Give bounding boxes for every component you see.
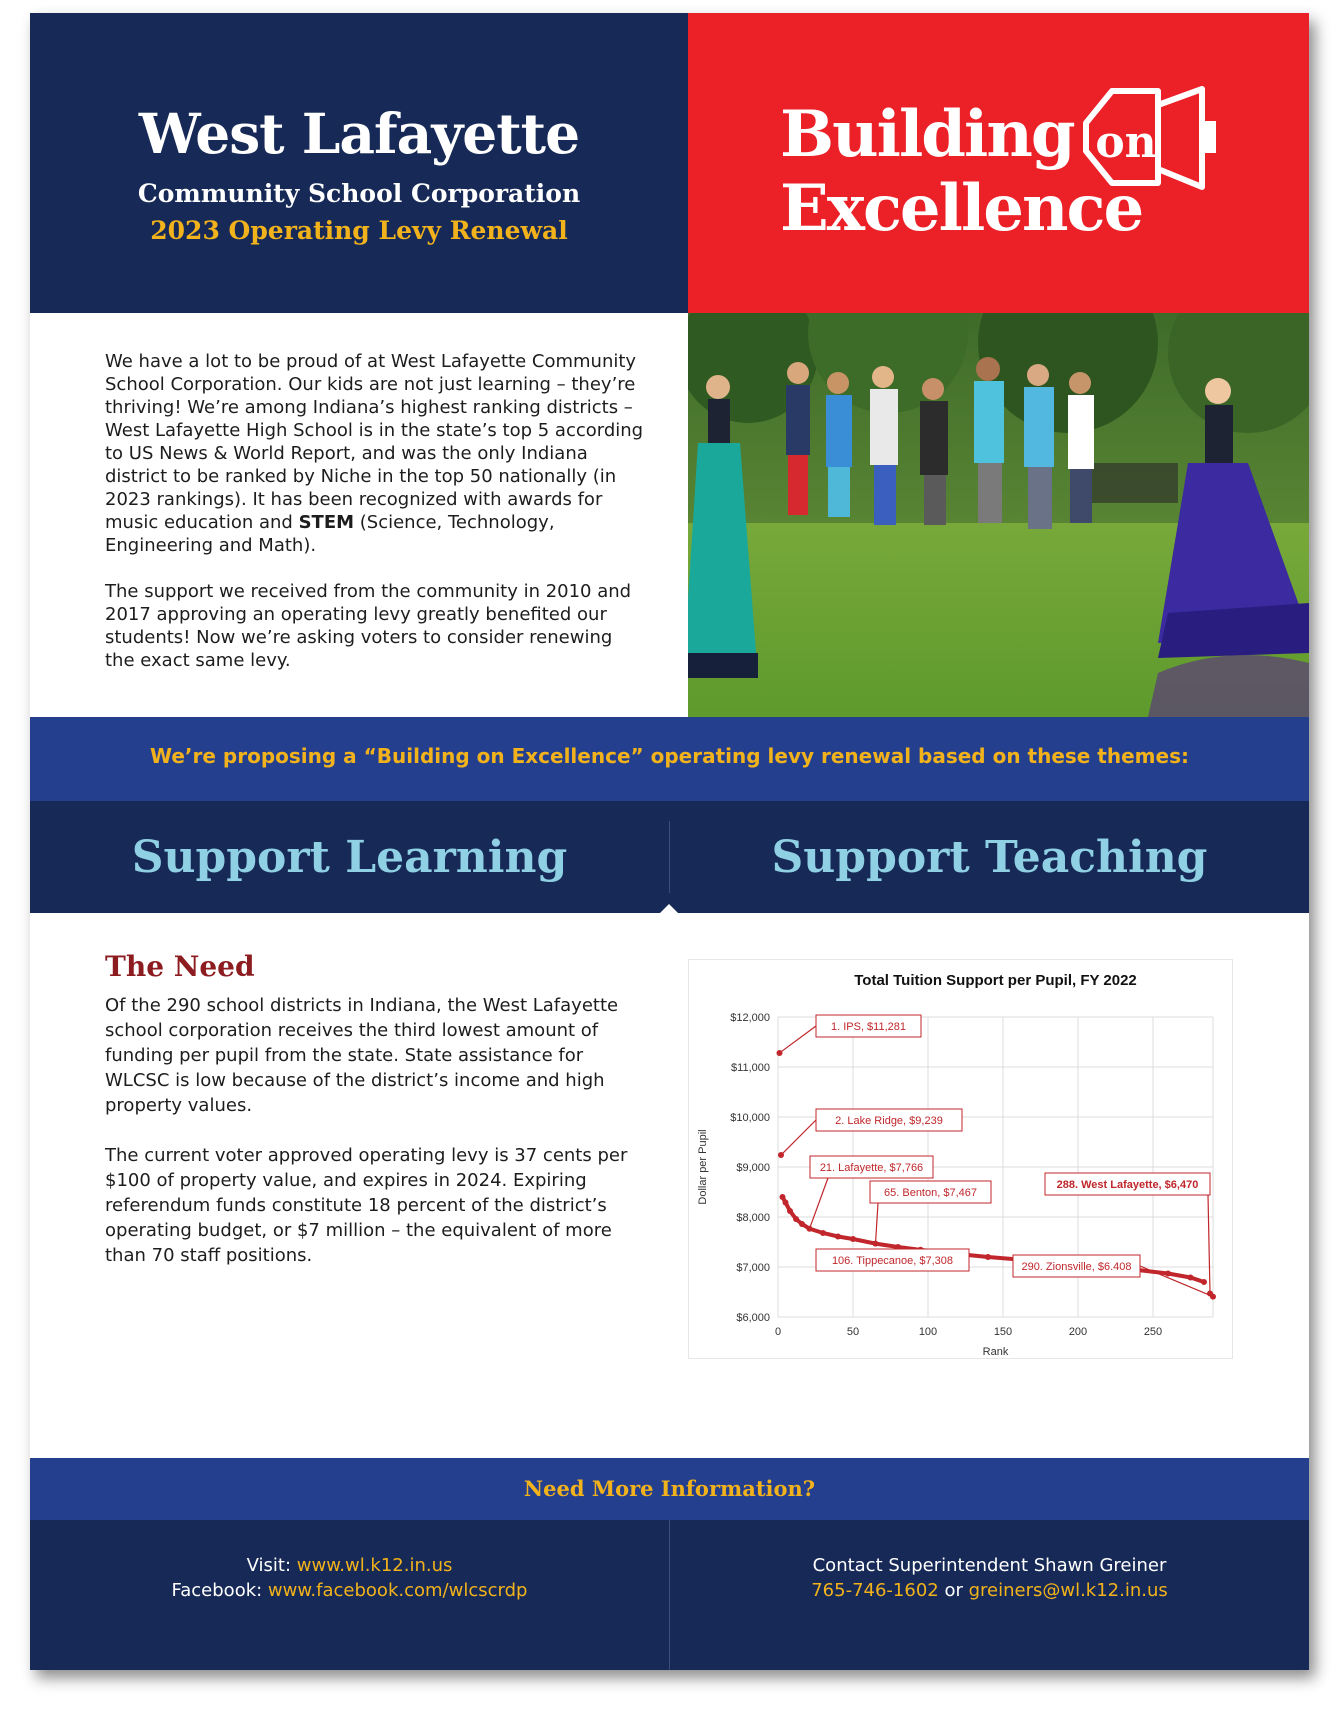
data-point — [1188, 1275, 1194, 1281]
annotation-label: 290. Zionsville, $6.408 — [1021, 1261, 1132, 1273]
facebook-link[interactable]: www.facebook.com/wlcscrdp — [267, 1580, 528, 1601]
brand-line-1: Building — [780, 97, 1074, 172]
header-panel — [30, 13, 688, 313]
footer — [30, 1520, 1309, 1670]
data-point — [793, 1216, 799, 1222]
or-text: or — [938, 1580, 969, 1601]
y-tick-label: $6,000 — [736, 1312, 770, 1324]
chart-title: Total Tuition Support per Pupil, FY 2022 — [854, 972, 1137, 989]
intro-text — [105, 350, 645, 695]
footer-web — [30, 1553, 669, 1603]
y-tick-label: $10,000 — [730, 1112, 770, 1124]
data-point — [1201, 1279, 1207, 1285]
data-point — [799, 1221, 805, 1227]
y-tick-label: $7,000 — [736, 1262, 770, 1274]
need-paragraph-2: The current voter approved operating levy is 37 cents per $100 of property value, and expires in 2024. Expiring referendum funds constitute 18 percent of the district’s operating budget, or $7 million – the equivalent of more than 70 staff positions. — [105, 1145, 628, 1266]
y-tick-label: $8,000 — [736, 1212, 770, 1224]
data-point — [1165, 1271, 1171, 1277]
y-axis-label: Dollar per Pupil — [697, 1129, 709, 1205]
brand-panel — [688, 13, 1309, 313]
visit-label: Visit: — [246, 1555, 297, 1576]
logo-word: on — [1095, 117, 1157, 168]
x-tick-label: 0 — [774, 1326, 782, 1338]
themes-intro: We’re proposing a “Building on Excellence” operating levy renewal based on these themes: — [150, 744, 1189, 768]
theme-support-learning: Support Learning — [131, 831, 568, 883]
brand-line-2: Excellence — [780, 171, 1143, 246]
themes-banner — [30, 717, 1309, 801]
data-point — [780, 1194, 786, 1200]
x-axis-label: Rank — [982, 1346, 1009, 1358]
x-tick-label: 50 — [846, 1326, 860, 1338]
photo-illustration — [688, 313, 1309, 717]
data-point — [787, 1208, 793, 1214]
data-point — [820, 1230, 826, 1236]
info-banner — [30, 1458, 1309, 1520]
district-subtitle: Community School Corporation — [137, 179, 581, 208]
intro-p1-end: (Science, Technology, Engineering and Math). — [105, 512, 555, 556]
data-point — [783, 1200, 789, 1206]
intro-p1-text: We have a lot to be proud of at West Lafayette Community School Corporation. Our kids are not just learning – they’re thriving! We’re among Indiana’s highest ranking districts – West Lafayette High School is in the state’s top 5 according to US News & World Report, and was the only Indiana district to be ranked by Niche in the top 50 nationally (in 2023 rankings). It has been recognized with awards for music education and — [105, 351, 644, 533]
need-heading: The Need — [105, 950, 255, 983]
contact-line: Contact Superintendent Shawn Greiner — [812, 1555, 1167, 1576]
facebook-label: Facebook: — [171, 1580, 268, 1601]
x-tick-label: 150 — [993, 1326, 1013, 1338]
annotation-label: 106. Tippecanoe, $7,308 — [831, 1255, 954, 1267]
x-tick-label: 200 — [1068, 1326, 1088, 1338]
levy-title: 2023 Operating Levy Renewal — [150, 216, 568, 245]
themes-notch — [660, 904, 678, 913]
need-text — [105, 993, 645, 1293]
x-tick-label: 100 — [918, 1326, 938, 1338]
themes-row — [30, 801, 1309, 913]
tuition-chart — [688, 959, 1233, 1359]
intro-paragraph-2: The support we received from the community in 2010 and 2017 approving an operating levy greatly benefited our students! Now we’re asking voters to consider renewing the exact same levy. — [105, 581, 632, 671]
visit-line — [30, 1553, 669, 1578]
annotation-label: 288. West Lafayette, $6,470 — [1056, 1179, 1199, 1191]
y-tick-label: $12,000 — [730, 1012, 770, 1024]
email-link[interactable]: greiners@wl.k12.in.us — [968, 1580, 1168, 1601]
data-point — [985, 1254, 991, 1260]
info-heading: Need More Information? — [523, 1476, 816, 1501]
need-paragraph-1: Of the 290 school districts in Indiana, the West Lafayette school corporation receives the third lowest amount of funding per pupil from the state. State assistance for WLCSC is low because of the district’s income and high property values. — [105, 995, 619, 1116]
y-tick-label: $11,000 — [731, 1062, 770, 1074]
website-link[interactable]: www.wl.k12.in.us — [296, 1555, 453, 1576]
data-point — [835, 1234, 841, 1240]
annotation-label: 1. IPS, $11,281 — [830, 1021, 907, 1033]
chart-frame — [689, 960, 1233, 1359]
facebook-line — [30, 1578, 669, 1603]
phone-link[interactable]: 765-746-1602 — [811, 1580, 939, 1601]
marching-band-photo — [688, 313, 1309, 717]
intro-p1-bold: STEM — [298, 512, 355, 533]
data-point — [850, 1236, 856, 1242]
x-tick-label: 250 — [1143, 1326, 1163, 1338]
annotation-label: 65. Benton, $7,467 — [884, 1187, 977, 1199]
intro-paragraph-1 — [105, 350, 645, 557]
district-title: West Lafayette — [138, 101, 580, 166]
theme-support-teaching: Support Teaching — [771, 831, 1208, 883]
tuition-chart-svg — [688, 959, 1233, 1359]
on-megaphone-logo — [1074, 83, 1224, 193]
annotation-label: 21. Lafayette, $7,766 — [819, 1162, 924, 1174]
contact-details — [670, 1578, 1309, 1603]
flyer-page — [30, 13, 1309, 1670]
annotation-label: 2. Lake Ridge, $9,239 — [835, 1115, 943, 1127]
y-tick-label: $9,000 — [736, 1162, 770, 1174]
footer-contact — [670, 1553, 1309, 1603]
